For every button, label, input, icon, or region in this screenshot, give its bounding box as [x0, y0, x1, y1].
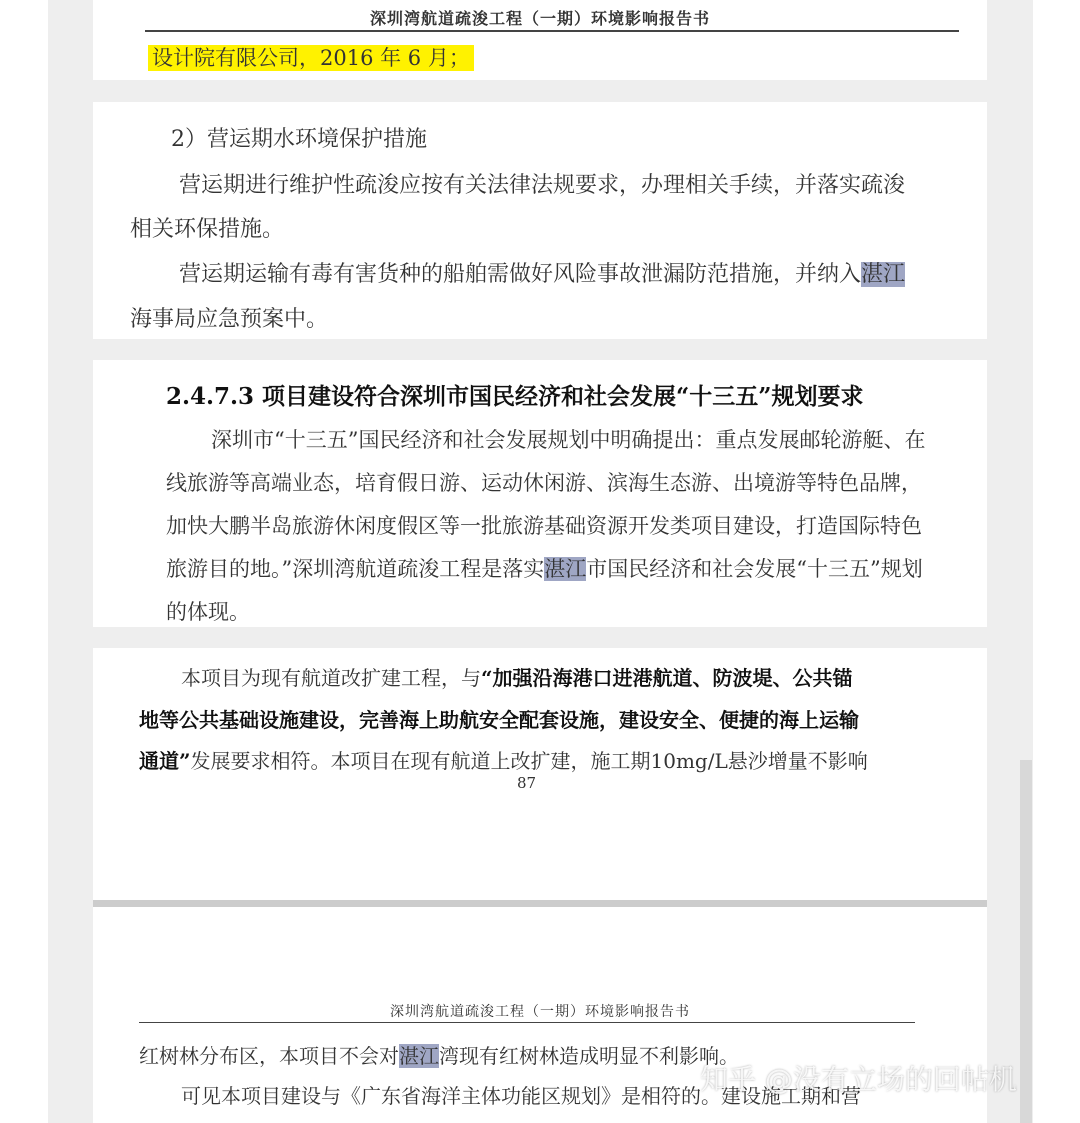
text-run: 发展要求相符。本项目在现有航道上改扩建，施工期10mg/L悬沙增量不影响	[190, 749, 868, 773]
bold-quote: “加强沿海港口进港航道、防波堤、公共锚	[481, 666, 853, 690]
header-rule	[145, 30, 959, 32]
paragraph-line: 可见本项目建设与《广东省海洋主体功能区规划》是相符的。建设施工期和营	[181, 1084, 861, 1108]
page-fragment-1	[93, 0, 987, 80]
paragraph-line	[179, 257, 905, 288]
doc-header: 深圳湾航道疏浚工程（一期）环境影响报告书	[369, 9, 710, 28]
paragraph-line	[181, 662, 853, 691]
paragraph-line: 营运期进行维护性疏浚应按有关法律法规要求，办理相关手续，并落实疏浚	[179, 173, 906, 198]
page-fragment-4	[93, 648, 987, 900]
text-run: 红树林分布区，本项目不会对	[139, 1044, 399, 1068]
selected-text: 湛江	[544, 557, 587, 581]
paragraph-line	[139, 745, 868, 774]
paragraph-line: 海事局应急预案中。	[130, 307, 329, 332]
text-run: 营运期运输有毒有害货种的船舶需做好风险事故泄漏防范措施，并纳入	[179, 262, 862, 287]
paragraph-line	[166, 553, 923, 583]
bold-quote: 通道”	[139, 749, 191, 773]
highlighted-citation	[148, 42, 474, 72]
paragraph-line	[139, 1040, 739, 1069]
selected-text: 湛江	[861, 262, 906, 287]
paragraph-line: 地等公共基础设施建设，完善海上助航安全配套设施，建设安全、便捷的海上运输	[139, 708, 859, 732]
doc-header: 深圳湾航道疏浚工程（一期）环境影响报告书	[390, 1004, 690, 1020]
paragraph-line: 深圳市“十三五”国民经济和社会发展规划中明确提出：重点发展邮轮游艇、在	[211, 428, 926, 452]
paragraph-line: 相关环保措施。	[130, 217, 285, 242]
page-fragment-3	[93, 360, 987, 627]
header-rule	[139, 1022, 915, 1023]
subheading: 2）营运期水环境保护措施	[171, 127, 427, 152]
text-run: 湾现有红树林造成明显不利影响。	[439, 1044, 739, 1068]
selected-text: 湛江	[399, 1044, 439, 1068]
scrollbar-track[interactable]	[1020, 760, 1032, 1123]
watermark: 知乎 @没有立场的回帖机	[700, 1063, 1017, 1096]
section-title: 2.4.7.3 项目建设符合深圳市国民经济和社会发展“十三五”规划要求	[166, 383, 864, 410]
paragraph-line: 线旅游等高端业态，培育假日游、运动休闲游、滨海生态游、出境游等特色品牌，	[166, 471, 922, 495]
text-run: 旅游目的地。”深圳湾航道疏浚工程是落实	[166, 557, 545, 581]
page-number: 87	[517, 774, 537, 792]
text-run: 市国民经济和社会发展“十三五”规划	[586, 557, 923, 581]
page-separator	[93, 900, 987, 907]
paragraph-line: 的体现。	[166, 600, 250, 624]
text-run: 本项目为现有航道改扩建工程，与	[181, 666, 481, 690]
page-fragment-2	[93, 102, 987, 339]
yellow-highlight: 设计院有限公司，2016 年 6 月；	[148, 45, 474, 71]
paragraph-line: 加快大鹏半岛旅游休闲度假区等一批旅游基础资源开发类项目建设，打造国际特色	[166, 514, 922, 538]
